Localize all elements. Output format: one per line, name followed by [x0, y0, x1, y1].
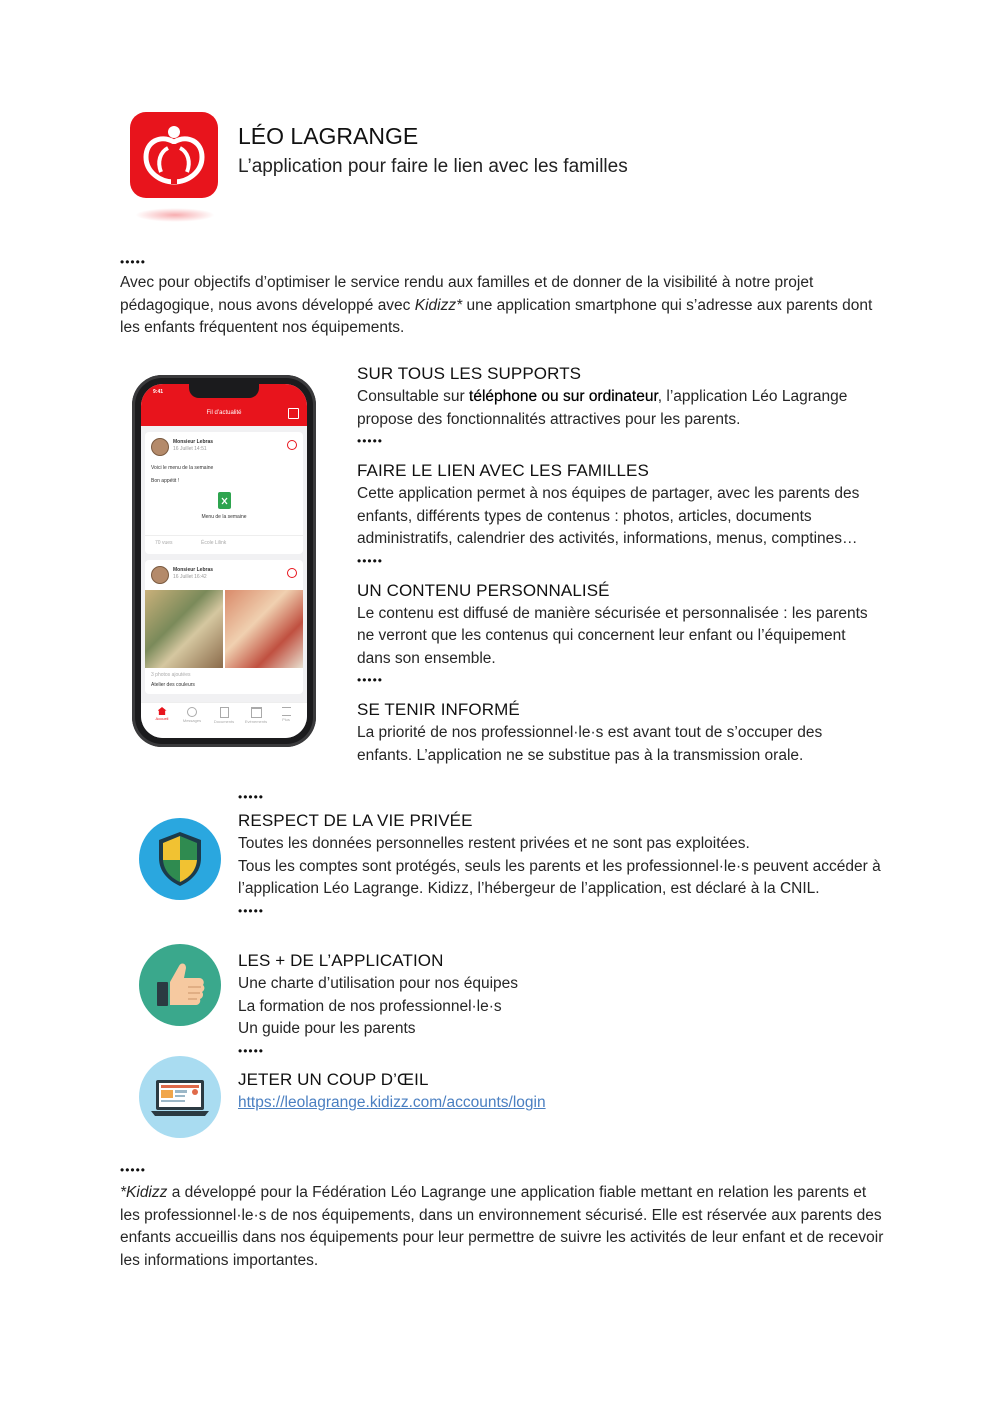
- footer-paragraph: [120, 1182, 885, 1272]
- feed-post[interactable]: [145, 560, 303, 694]
- section-title-supports: SUR TOUS LES SUPPORTS: [357, 364, 582, 383]
- section-text-informe: La priorité de nos professionnel·le·s est avant tout de s’occuper des enfants. L’application ne se substitue pas à la transmission orale.: [357, 724, 823, 764]
- section-title-lien: FAIRE LE LIEN AVEC LES FAMILLES: [357, 461, 649, 480]
- divider: [145, 535, 303, 536]
- calendar-icon: [251, 707, 262, 718]
- laptop-icon: [139, 1056, 221, 1138]
- section-title-informe: SE TENIR INFORMÉ: [357, 700, 520, 719]
- separator: •••••: [120, 255, 147, 269]
- post-line: Bon appétit !: [151, 478, 180, 484]
- supports-phone: téléphone: [469, 388, 538, 405]
- nav-item-home[interactable]: [149, 707, 175, 722]
- thumbs-up-icon: [139, 944, 221, 1026]
- privacy-line: Toutes les données personnelles restent privées et ne sont pas exploitées.: [238, 835, 750, 852]
- nav-item-messages[interactable]: [179, 707, 205, 724]
- smartphone-mockup: [132, 375, 316, 747]
- preview-section: [238, 1069, 883, 1115]
- plus-item: Une charte d’utilisation pour nos équipes: [238, 975, 519, 992]
- author-avatar: [151, 566, 169, 584]
- separator: •••••: [357, 553, 384, 568]
- intro-text-end: une application smartphone qui s’adresse aux parents dont les enfants fréquentent nos équipements.: [120, 296, 873, 336]
- intro-paragraph: [120, 272, 885, 340]
- photo-thumbnail[interactable]: [145, 590, 223, 668]
- page-title: LÉO LAGRANGE: [238, 123, 419, 149]
- section-title-contenu: UN CONTENU PERSONNALISÉ: [357, 580, 610, 600]
- nav-label: Evénements: [244, 719, 268, 724]
- message-icon: [187, 707, 197, 717]
- nav-item-more[interactable]: [273, 707, 299, 723]
- features-column: [357, 363, 877, 767]
- more-options-icon[interactable]: [287, 568, 297, 578]
- section-title-coup-oeil: JETER UN COUP D’ŒIL: [238, 1070, 429, 1089]
- phone-screen: [141, 384, 307, 738]
- kidizz-mention: Kidizz*: [414, 296, 463, 314]
- plus-item: La formation de nos professionnel·le·s: [238, 997, 502, 1015]
- supports-or: ou sur: [537, 388, 589, 405]
- post-author: Monsieur Lebras: [173, 567, 214, 573]
- privacy-section: [238, 810, 883, 918]
- feed-post[interactable]: [145, 432, 303, 554]
- file-name[interactable]: Menu de la semaine: [201, 514, 247, 520]
- menu-icon: [282, 707, 291, 716]
- page-subtitle: L’application pour faire le lien avec les familles: [238, 156, 628, 177]
- separator: •••••: [238, 903, 265, 918]
- shield-icon: [139, 818, 221, 900]
- photo-thumbnail[interactable]: [225, 590, 303, 668]
- photo-count: 3 photos ajoutées: [151, 672, 191, 678]
- section-text-lien: Cette application permet à nos équipes de partager, avec les parents des enfants, différents types de contenus : photos, articles, documents administratifs, calendrier des activités, informations, menus, comptines…: [357, 485, 860, 547]
- nav-label: Accueil: [155, 716, 169, 721]
- logo-reflection: [135, 208, 215, 222]
- leo-lagrange-logo-icon: [130, 112, 218, 198]
- post-caption: Atelier des couleurs: [151, 682, 195, 688]
- author-avatar: [151, 438, 169, 456]
- supports-text: Consultable sur: [357, 388, 470, 405]
- nav-label: Plus: [282, 717, 290, 722]
- section-text-supports: [357, 386, 877, 431]
- feed-title: Fil d’actualité: [206, 410, 242, 416]
- plus-section: [238, 950, 883, 1058]
- nav-label: Messages: [182, 718, 202, 723]
- plus-item: Un guide pour les parents: [238, 1020, 416, 1037]
- school-name: École Lilink: [201, 540, 227, 546]
- document-icon: [220, 707, 229, 718]
- privacy-line: Tous les comptes sont protégés, seuls les parents et les professionnel·le·s peuvent accéder à l’application Léo Lagrange. Kidizz, l’hébergeur de l’application, est déclaré à la CNIL.: [238, 857, 881, 897]
- footer-text: a développé pour la Fédération Léo Lagrange une application fiable mettant en relation les parents et les professionnel·le·s de nos équipements, dans un environnement sécurisé. Elle est réservée aux parents des enfants accueillis dans nos équipements pour leur permettre de suivre les activités de leur enfant et de recevoir les informations importantes.: [120, 1184, 884, 1269]
- home-icon: [158, 707, 167, 715]
- kidizz-footnote-mark: *Kidizz: [120, 1184, 168, 1201]
- nav-label: Documents: [213, 719, 235, 724]
- post-date: 16 Juillet 16:42: [173, 574, 207, 580]
- edit-icon[interactable]: [288, 408, 299, 419]
- post-line: Voici le menu de la semaine: [151, 465, 214, 471]
- separator: •••••: [357, 673, 384, 687]
- supports-text-end: , l’application Léo Lagrange propose des fonctionnalités attractives pour les parents.: [357, 388, 848, 428]
- post-date: 16 Juillet 14:51: [173, 446, 207, 452]
- separator: •••••: [357, 434, 384, 448]
- more-options-icon[interactable]: [287, 440, 297, 450]
- post-author: Monsieur Lebras: [173, 439, 214, 445]
- bottom-navigation: [141, 702, 307, 738]
- section-title-plus: LES + DE L’APPLICATION: [238, 951, 444, 970]
- view-count: 70 vues: [155, 540, 173, 546]
- section-text-contenu: Le contenu est diffusé de manière sécurisée et personnalisée : les parents ne verront que les contenus qui concernent leur enfant ou l’équipement dans son ensemble.: [357, 604, 868, 667]
- nav-item-documents[interactable]: [211, 707, 237, 725]
- supports-computer: ordinateur: [588, 388, 658, 405]
- intro-text: Avec pour objectifs d’optimiser le service rendu aux familles et de donner de la visibilité à notre projet pédagogique, nous avons développé avec: [120, 274, 814, 314]
- spreadsheet-file-icon[interactable]: [218, 492, 231, 509]
- separator: •••••: [238, 1043, 265, 1058]
- page-header: [238, 122, 628, 180]
- separator: •••••: [120, 1163, 147, 1177]
- phone-notch: [189, 384, 259, 398]
- separator: •••••: [238, 790, 265, 804]
- status-time: 9:41: [153, 389, 164, 395]
- nav-item-events[interactable]: [243, 707, 269, 725]
- login-link[interactable]: https://leolagrange.kidizz.com/accounts/login: [238, 1094, 546, 1111]
- section-title-vie-privee: RESPECT DE LA VIE PRIVÉE: [238, 811, 473, 830]
